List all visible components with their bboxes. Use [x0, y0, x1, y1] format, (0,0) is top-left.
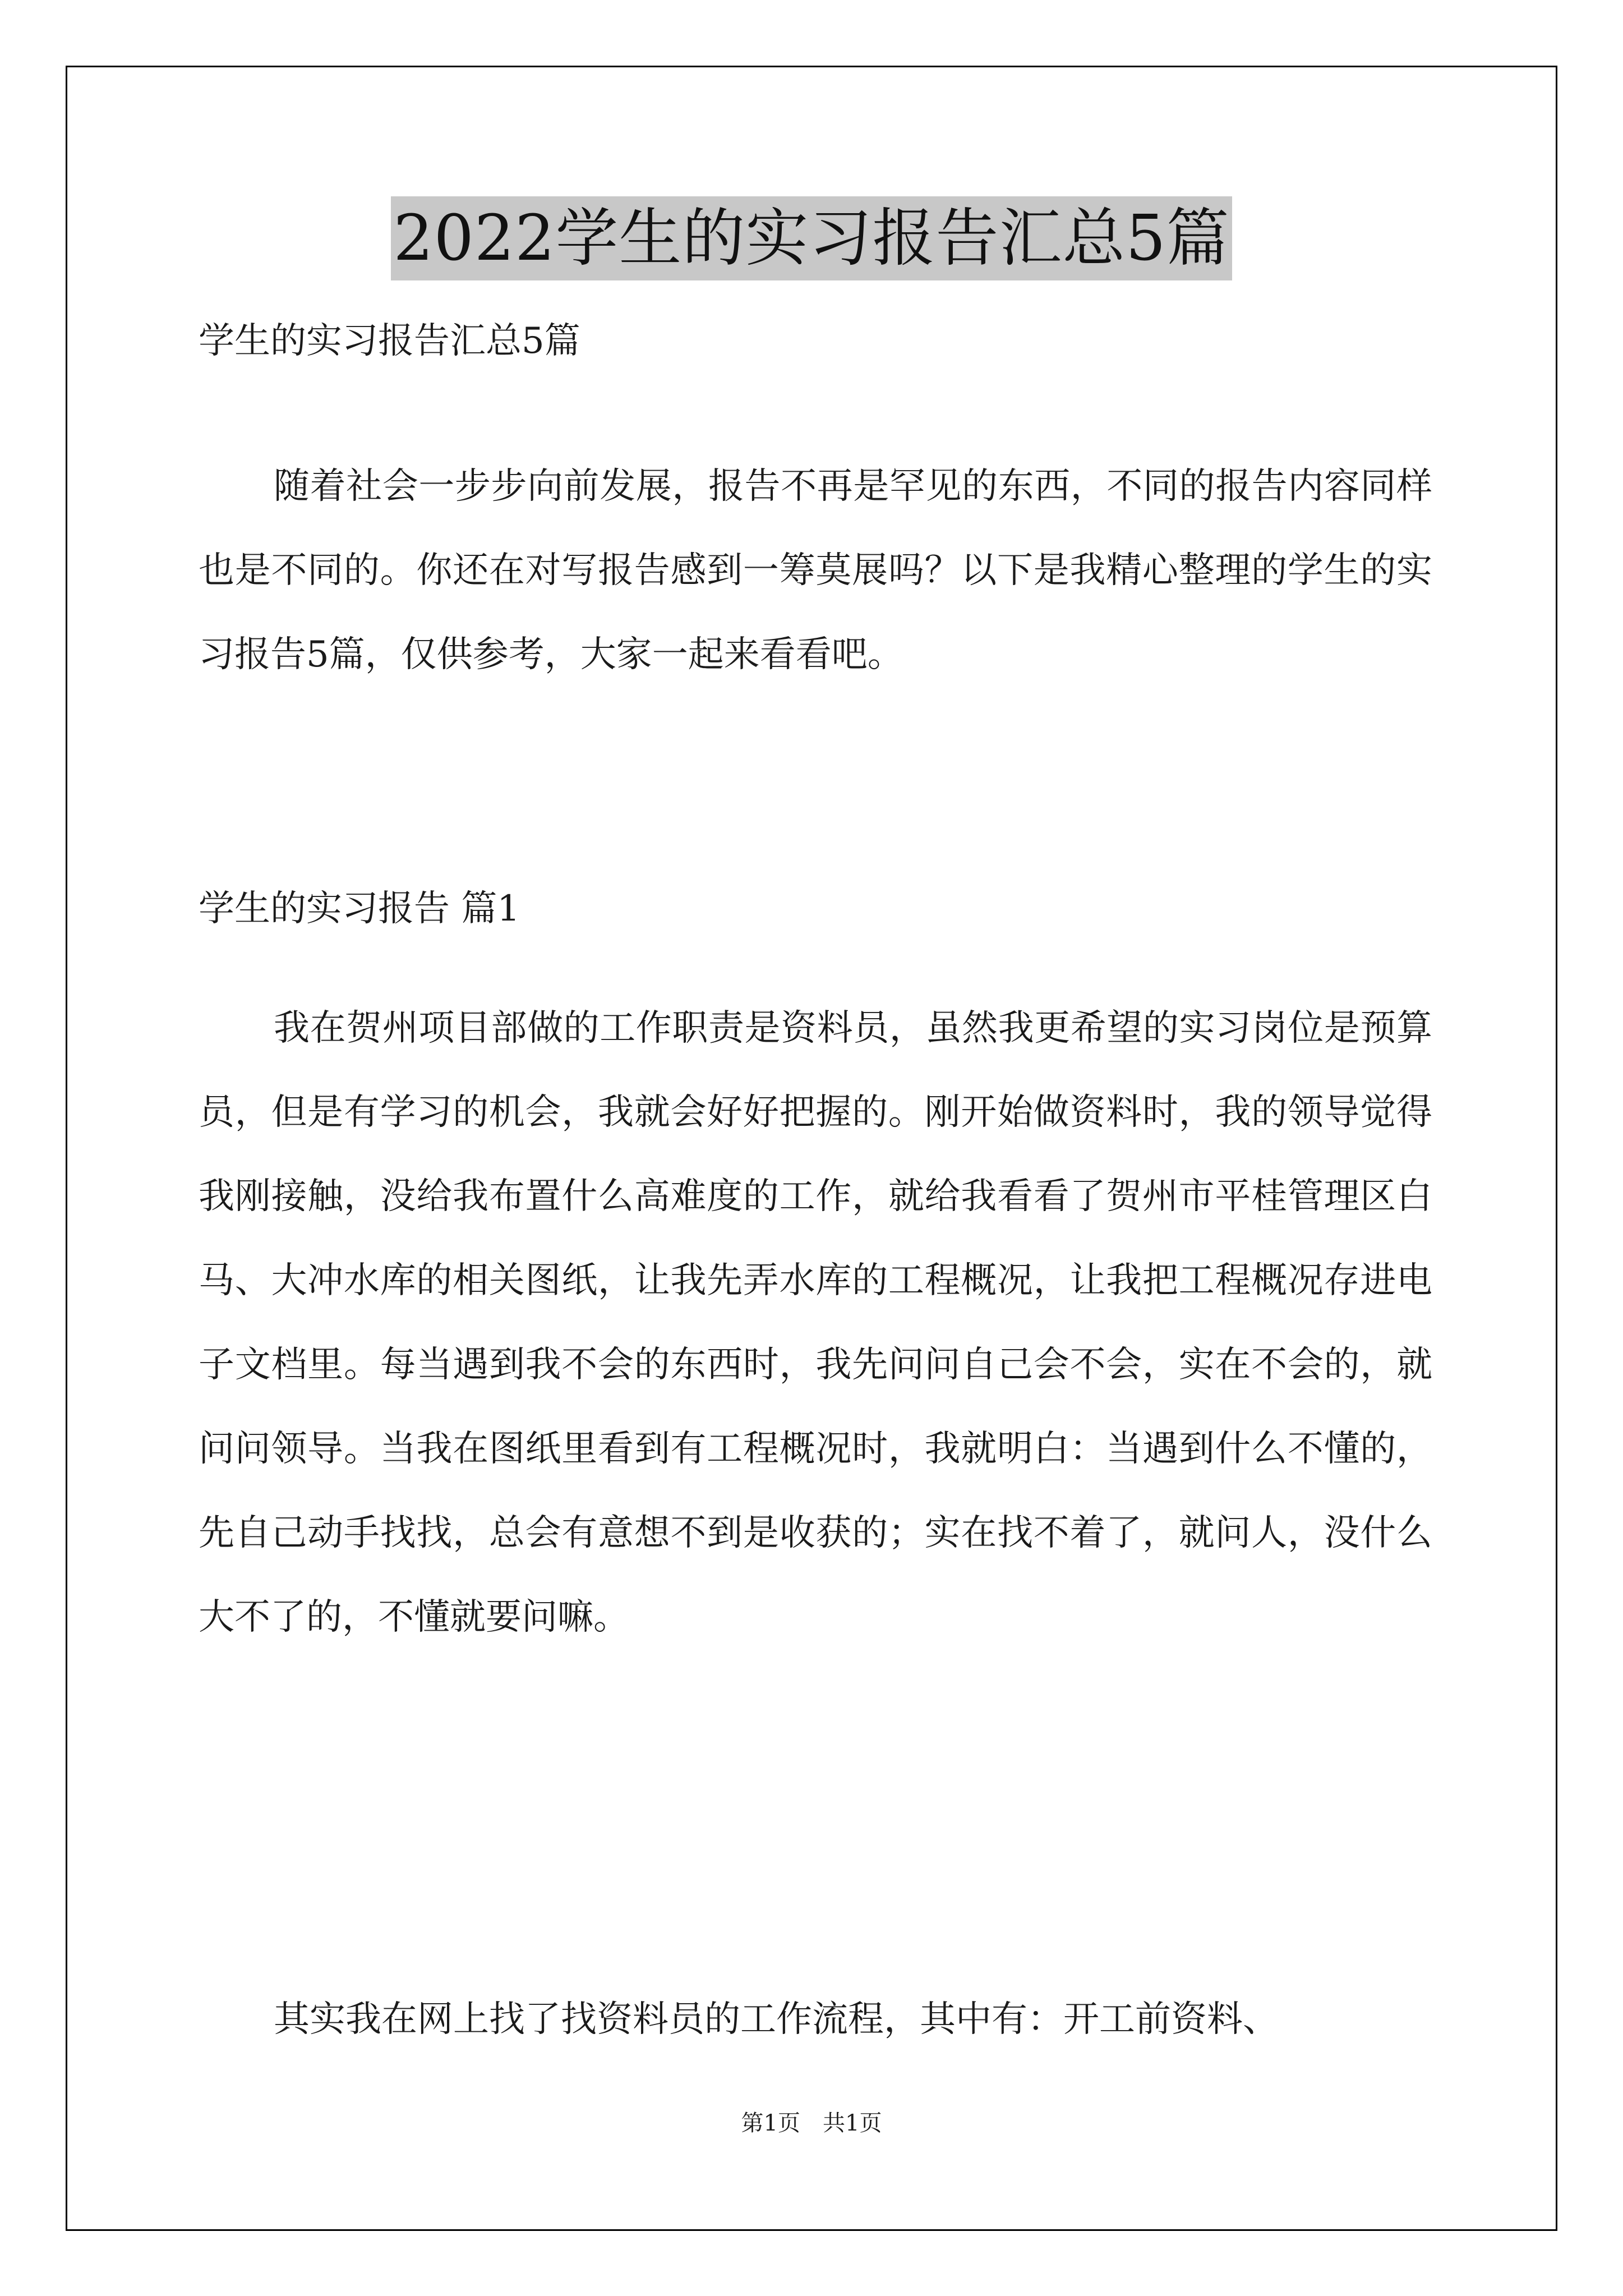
section-title: 学生的实习报告 篇1: [199, 888, 520, 930]
page-total: 共1页: [823, 2110, 882, 2136]
body-paragraph: 我在贺州项目部做的工作职责是资料员，虽然我更希望的实习岗位是预算员，但是有学习的机会，我就会好好把握的。刚开始做资料时，我的领导觉得我刚接触，没给我布置什么高难度的工作，就给我看看了贺州市平桂管理区白马、大冲水库的相关图纸，让我先弄水库的工程概况，让我把工程概况存进电子文档里。每当遇到我不会的东西时，我先问问自己会不会，实在不会的，就问问领导。当我在图纸里看到有工程概况时，我就明白：当遇到什么不懂的，先自己动手找找，总会有意想不到是收获的；实在找不着了，就问人，没什么大不了的，不懂就要问嘛。: [199, 1007, 1432, 1638]
intro-paragraph: 随着社会一步步向前发展，报告不再是罕见的东西，不同的报告内容同样也是不同的。你还在对写报告感到一筹莫展吗？以下是我精心整理的学生的实习报告5篇，仅供参考，大家一起来看看吧。: [199, 466, 1432, 675]
page-number: 第1页: [741, 2110, 800, 2136]
document-title: 2022学生的实习报告汇总5篇: [391, 196, 1232, 280]
body-paragraph: 其实我在网上找了找资料员的工作流程，其中有：开工前资料、: [274, 1999, 1279, 2040]
document-subtitle: 学生的实习报告汇总5篇: [199, 320, 580, 362]
page-footer: [0, 2106, 1623, 2140]
title-container: [0, 196, 1623, 280]
